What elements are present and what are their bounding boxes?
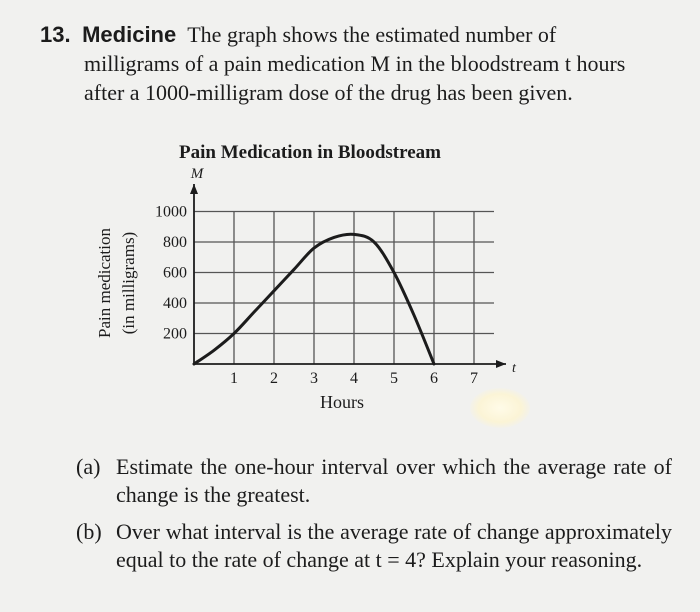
light-glare xyxy=(470,388,530,428)
part-a-label: (a) xyxy=(76,454,101,479)
problem-topic: Medicine xyxy=(82,22,177,47)
part-b-text: Over what interval is the average rate of change approximately equal to the rate of change at t = 4? Explain your reasoning. xyxy=(116,519,672,572)
y-tick-label: 200 xyxy=(163,325,187,343)
y-axis-variable: M xyxy=(190,166,204,182)
part-b-label: (b) xyxy=(76,519,102,544)
part-a-text: Estimate the one-hour interval over which the average rate of change is the greatest. xyxy=(116,454,672,507)
question-part-a xyxy=(76,453,672,509)
y-axis-label-line1: Pain medication xyxy=(95,227,114,339)
x-tick-label: 3 xyxy=(310,370,318,387)
y-tick-label: 1000 xyxy=(155,203,187,221)
x-tick-label: 7 xyxy=(470,370,478,387)
y-tick-label: 400 xyxy=(163,295,187,312)
problem-text-3: after a 1000-milligram dose of the drug has been given. xyxy=(84,80,573,105)
y-axis-label-line2: (in milligrams) xyxy=(119,231,138,335)
x-axis-variable: t xyxy=(512,361,516,376)
question-part-b xyxy=(76,518,672,574)
y-tick-label: 600 xyxy=(163,264,187,282)
y-axis-arrow xyxy=(190,184,198,194)
x-tick-label: 2 xyxy=(270,370,278,387)
x-tick-label: 1 xyxy=(230,370,238,387)
x-tick-label: 6 xyxy=(430,370,438,387)
y-tick-label: 800 xyxy=(163,234,187,251)
x-tick-label: 4 xyxy=(350,370,358,387)
x-axis-arrow xyxy=(496,360,506,368)
problem-text-2: milligrams of a pain medication M in the bloodstream t hours xyxy=(84,51,626,76)
problem-text-1: The graph shows the estimated number of xyxy=(187,22,557,47)
x-tick-label: 5 xyxy=(390,370,398,387)
x-axis-label: Hours xyxy=(320,392,364,412)
chart-title: Pain Medication in Bloodstream xyxy=(179,142,441,163)
problem-number: 13. xyxy=(40,22,71,47)
